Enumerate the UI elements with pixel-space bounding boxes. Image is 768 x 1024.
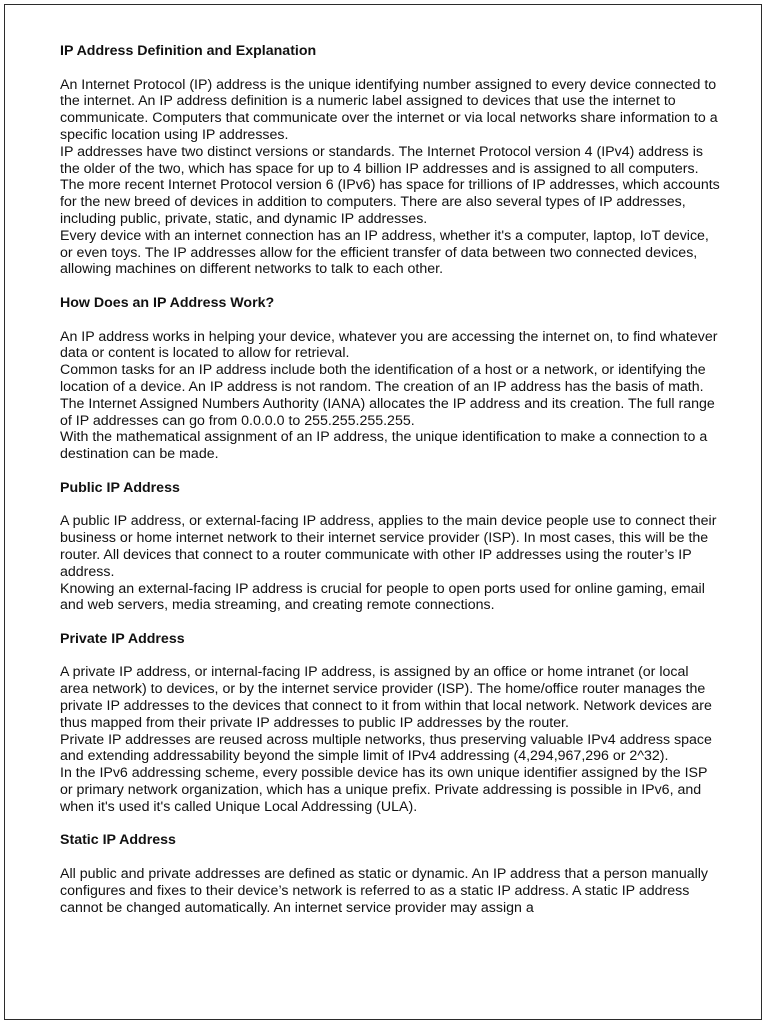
paragraph: IP addresses have two distinct versions or standards. The Internet Protocol version 4 (IPv4) address is the older of the two, which has space for up to 4 billion IP addresses and is assigned to all computers. The more recent Internet Protocol version 6 (IPv6) has space for trillions of IP addresses, which accounts for the new breed of devices in addition to computers. There are also several types of IP addresses, including public, private, static, and dynamic IP addresses. <box>60 143 720 227</box>
section-public-ip <box>60 480 720 614</box>
paragraph: With the mathematical assignment of an IP address, the unique identification to make a connection to a destination can be made. <box>60 429 708 463</box>
section-how-ip-works <box>60 295 720 463</box>
paragraph: An IP address works in helping your device, whatever you are accessing the internet on, to find whatever data or content is located to allow for retrieval. <box>60 328 718 362</box>
section-heading: Private IP Address <box>60 630 185 647</box>
paragraph: Knowing an external-facing IP address is crucial for people to open ports used for online gaming, email and web servers, media streaming, and creating remote connections. <box>60 580 705 614</box>
section-heading: Public IP Address <box>60 479 180 496</box>
paragraph: Common tasks for an IP address include both the identification of a host or a network, or identifying the location of a device. An IP address is not random. The creation of an IP address has the basis of math. The Internet Assigned Numbers Authority (IANA) allocates the IP address and its creation. The full range of IP addresses can go from 0.0.0.0 to 255.255.255.255. <box>60 362 715 429</box>
paragraph: A public IP address, or external-facing IP address, applies to the main device people use to connect their business or home internet network to their internet service provider (ISP). In most cases, this will be the router. All devices that connect to a router communicate with other IP addresses using the router’s IP address. <box>60 513 717 580</box>
paragraph: A private IP address, or internal-facing IP address, is assigned by an office or home intranet (or local area network) to devices, or by the internet service provider (ISP). The home/office router manages the private IP addresses to the devices that connect to it from within that local network. Network devices are thus mapped from their private IP addresses to public IP addresses by the router. <box>60 664 712 731</box>
paragraph: All public and private addresses are defined as static or dynamic. An IP address that a person manually configures and fixes to their device’s network is referred to as a static IP address. A static IP address cannot be changed automatically. An internet service provider may assign a <box>60 866 708 916</box>
section-heading: Static IP Address <box>60 832 176 849</box>
paragraph: Private IP addresses are reused across multiple networks, thus preserving valuable IPv4 address space and extending addressability beyond the simple limit of IPv4 addressing (4,294,967,296 or 2^32). <box>60 731 712 765</box>
document-body <box>60 43 720 933</box>
section-private-ip <box>60 631 720 816</box>
paragraph: An Internet Protocol (IP) address is the unique identifying number assigned to every device connected to the internet. An IP address definition is a numeric label assigned to devices that use the internet to communicate. Computers that communicate over the internet or via local networks share information to a specific location using IP addresses. <box>60 76 718 143</box>
section-heading: IP Address Definition and Explanation <box>60 43 317 59</box>
section-heading: How Does an IP Address Work? <box>60 294 275 311</box>
paragraph: Every device with an internet connection has an IP address, whether it's a computer, laptop, IoT device, or even toys. The IP addresses allow for the efficient transfer of data between two connected devices, allowing machines on different networks to talk to each other. <box>60 227 709 278</box>
section-static-ip <box>60 832 720 916</box>
section-ip-definition <box>60 43 720 278</box>
paragraph: In the IPv6 addressing scheme, every possible device has its own unique identifier assigned by the ISP or primary network organization, which has a unique prefix. Private addressing is possible in IPv6, and when it's used it's called Unique Local Addressing (ULA). <box>60 765 708 815</box>
document-page <box>4 4 762 1020</box>
